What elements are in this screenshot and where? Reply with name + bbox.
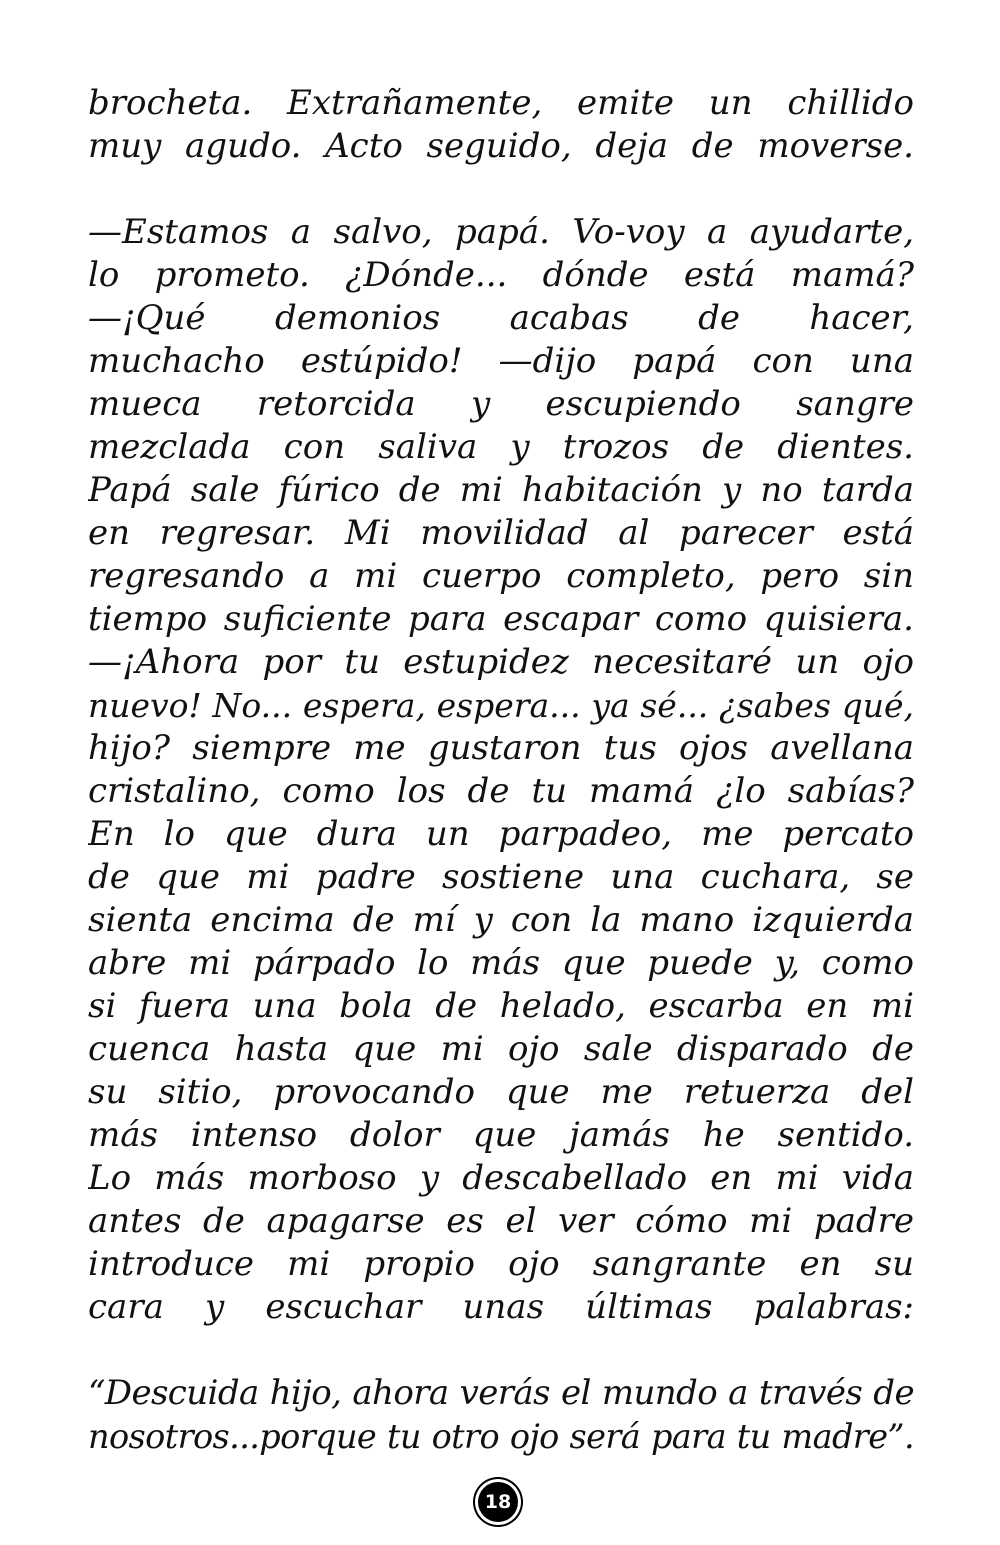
- text-line: brocheta. Extrañamente, emite un chillido: [88, 83, 914, 123]
- text-line: nosotros...porque tu otro ojo será para tu madre”.: [88, 1417, 914, 1456]
- text-line: si fuera una bola de helado, escarba en mi: [88, 986, 914, 1026]
- text-line: Lo más morboso y descabellado en mi vida: [88, 1158, 914, 1198]
- text-line: abre mi párpado lo más que puede y, como: [88, 943, 914, 983]
- closing-quote: [88, 1372, 914, 1458]
- text-line: introduce mi propio ojo sangrante en su: [88, 1244, 914, 1284]
- text-line: sienta encima de mí y con la mano izquierda: [88, 900, 914, 940]
- text-line: más intenso dolor que jamás he sentido.: [88, 1115, 914, 1155]
- paragraph-gap: [88, 1329, 914, 1372]
- text-line: nuevo! No... espera, espera... ya sé... ¿sabes qué,: [88, 686, 914, 725]
- paragraph-3: [88, 297, 914, 641]
- text-line: en regresar. Mi movilidad al parecer está: [88, 513, 914, 553]
- text-line: —Estamos a salvo, papá. Vo-voy a ayudarte,: [88, 212, 914, 252]
- text-line: muy agudo. Acto seguido, deja de moverse.: [88, 126, 914, 166]
- text-line: antes de apagarse es el ver cómo mi padre: [88, 1201, 914, 1241]
- paragraph-gap: [88, 168, 914, 211]
- text-line: “Descuida hijo, ahora verás el mundo a través de: [88, 1373, 914, 1413]
- text-line: cuenca hasta que mi ojo sale disparado de: [88, 1029, 914, 1069]
- text-line: cristalino, como los de tu mamá ¿lo sabías?: [88, 771, 914, 811]
- text-line: mueca retorcida y escupiendo sangre: [88, 384, 914, 424]
- paragraph-5: [88, 813, 914, 1329]
- text-line: regresando a mi cuerpo completo, pero sin: [88, 556, 914, 596]
- page-number-badge: 18: [478, 1482, 518, 1522]
- text-line: su sitio, provocando que me retuerza del: [88, 1072, 914, 1112]
- text-line: —¡Ahora por tu estupidez necesitaré un ojo: [88, 642, 914, 682]
- text-line: cara y escuchar unas últimas palabras:: [88, 1287, 914, 1327]
- text-line: muchacho estúpido! —dijo papá con una: [88, 341, 914, 381]
- text-line: lo prometo. ¿Dónde... dónde está mamá?: [88, 255, 914, 295]
- text-line: En lo que dura un parpadeo, me percato: [88, 814, 914, 854]
- text-line: Papá sale fúrico de mi habitación y no tarda: [88, 470, 914, 510]
- paragraph-4: [88, 641, 914, 813]
- text-line: de que mi padre sostiene una cuchara, se: [88, 857, 914, 897]
- page-body: [88, 82, 914, 1458]
- paragraph-2: [88, 211, 914, 297]
- text-line: mezclada con saliva y trozos de dientes.: [88, 427, 914, 467]
- paragraph-1: [88, 82, 914, 168]
- text-line: hijo? siempre me gustaron tus ojos avellana: [88, 728, 914, 768]
- text-line: tiempo suficiente para escapar como quisiera.: [88, 599, 914, 639]
- text-line: —¡Qué demonios acabas de hacer,: [88, 298, 914, 338]
